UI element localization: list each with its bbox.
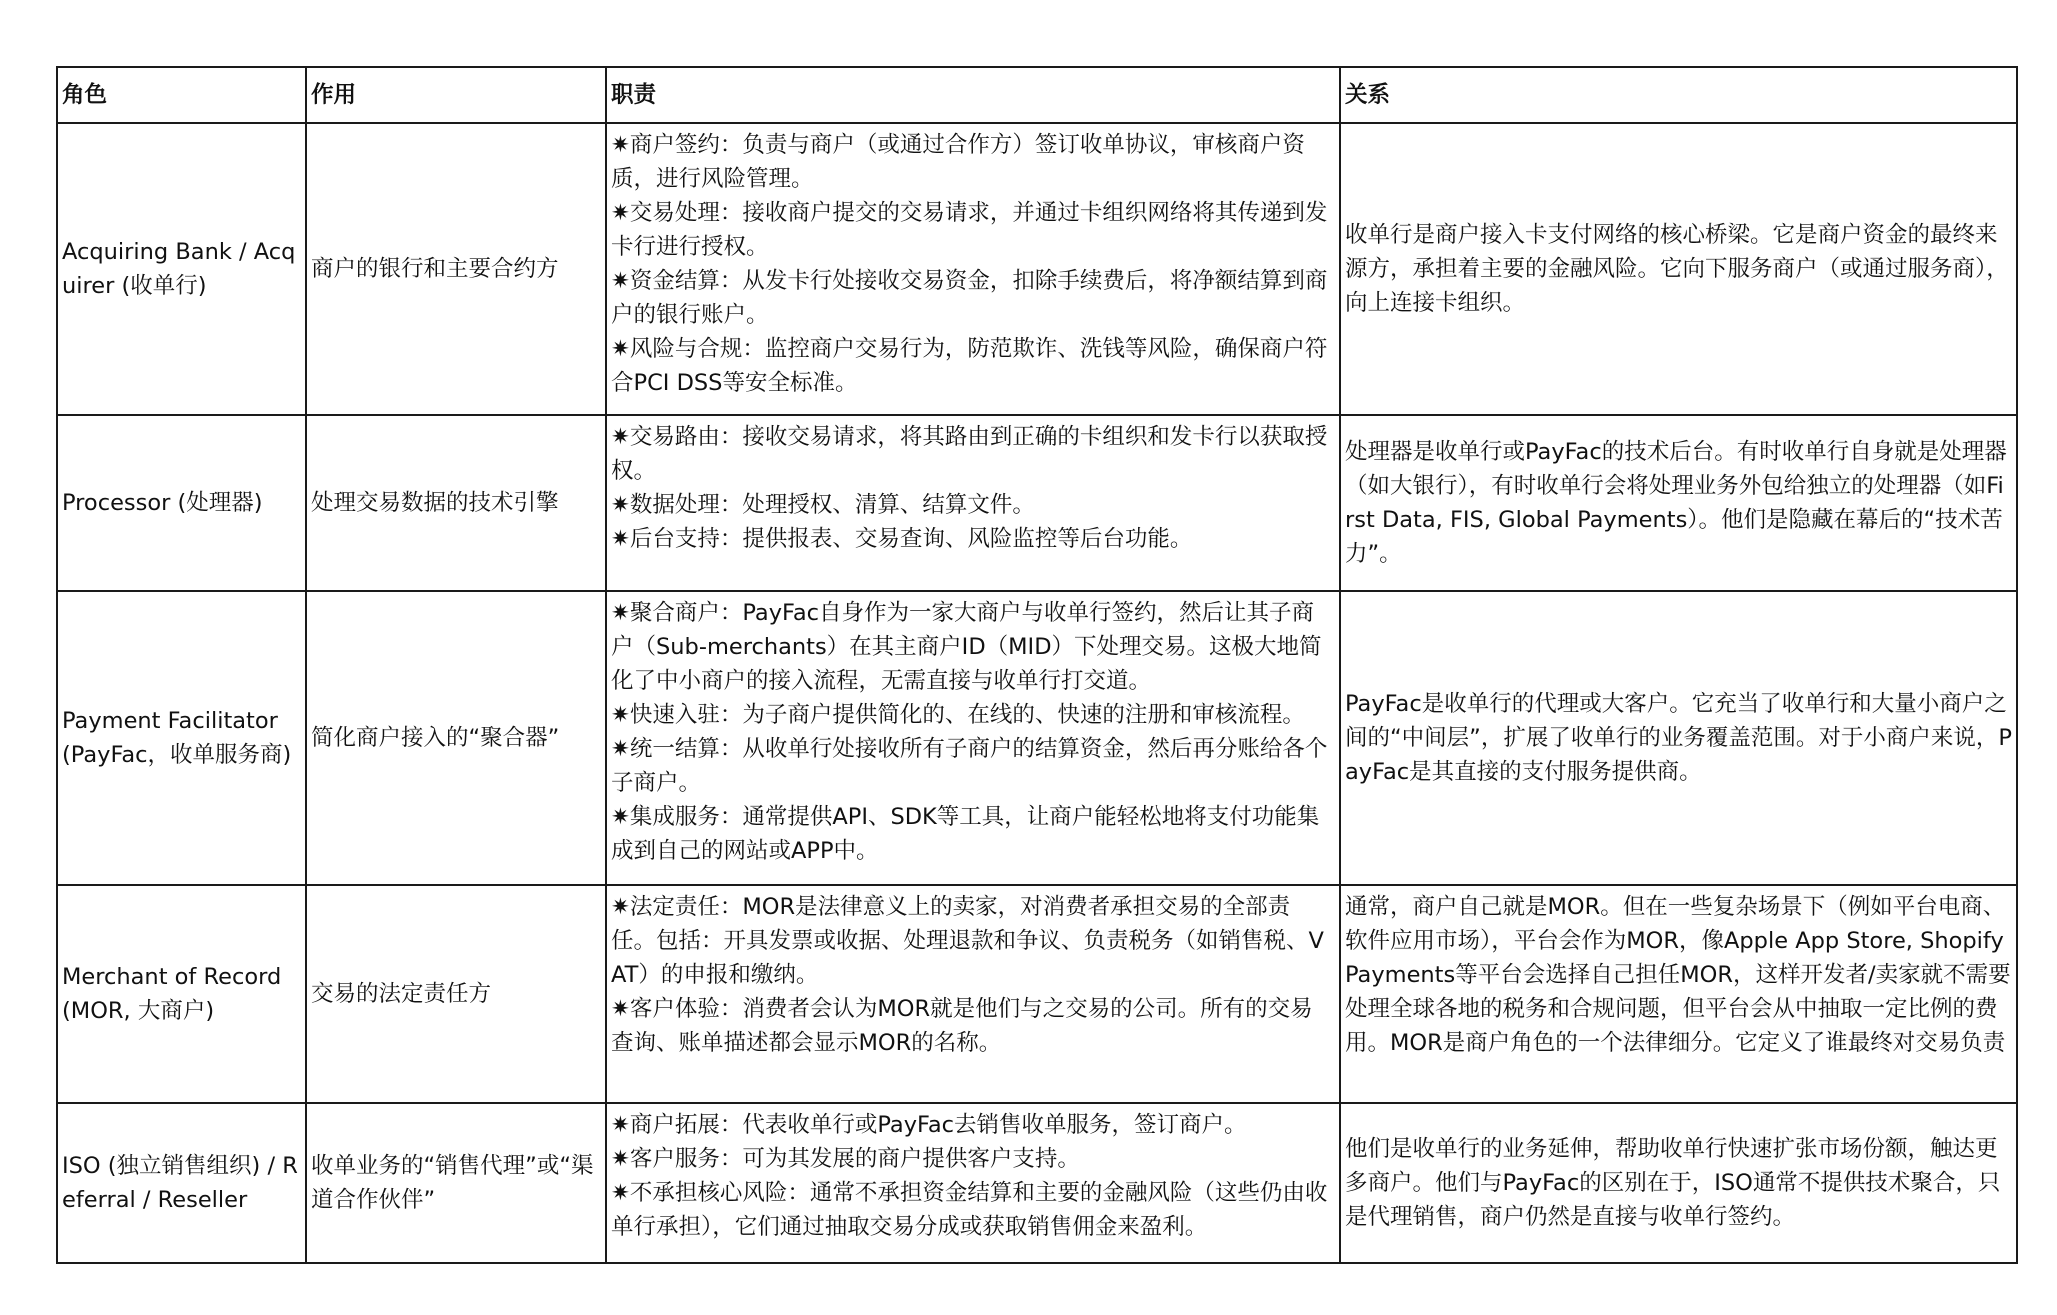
duties-cell (606, 1103, 1340, 1263)
duties-cell (606, 415, 1340, 591)
relation-cell (1340, 885, 2017, 1103)
duty-item: ✷商户拓展：代表收单行或PayFac去销售收单服务，签订商户。 (611, 1112, 1247, 1138)
roles-table (56, 66, 2018, 1264)
duty-item: ✷交易处理：接收商户提交的交易请求，并通过卡组织网络将其传递到发卡行进行授权。 (611, 200, 1328, 260)
purpose-cell (306, 1103, 606, 1263)
purpose-cell (306, 415, 606, 591)
header-relation: 关系 (1340, 67, 2017, 123)
table-row (57, 123, 2017, 415)
role-text: Acquiring Bank / Acquirer (收单行) (62, 239, 296, 299)
purpose-text: 商户的银行和主要合约方 (311, 256, 559, 282)
purpose-cell (306, 885, 606, 1103)
relation-cell (1340, 1103, 2017, 1263)
duties-cell (606, 885, 1340, 1103)
duty-item: ✷风险与合规：监控商户交易行为，防范欺诈、洗钱等风险，确保商户符合PCI DSS等安全标准。 (611, 336, 1328, 396)
duties-cell (606, 123, 1340, 415)
purpose-cell (306, 123, 606, 415)
duty-item: ✷统一结算：从收单行处接收所有子商户的结算资金，然后再分账给各个子商户。 (611, 736, 1328, 796)
duty-item: ✷客户体验：消费者会认为MOR就是他们与之交易的公司。所有的交易查询、账单描述都会显示MOR的名称。 (611, 996, 1313, 1056)
purpose-text: 交易的法定责任方 (311, 981, 492, 1007)
duty-item: ✷不承担核心风险：通常不承担资金结算和主要的金融风险（这些仍由收单行承担），它们通过抽取交易分成或获取销售佣金来盈利。 (611, 1180, 1328, 1240)
table-row (57, 415, 2017, 591)
role-text: Merchant of Record (MOR, 大商户) (62, 964, 282, 1024)
relation-text: PayFac是收单行的代理或大客户。它充当了收单行和大量小商户之间的“中间层”，扩展了收单行的业务覆盖范围。对于小商户来说，PayFac是其直接的支付服务提供商。 (1345, 691, 2012, 785)
relation-text: 他们是收单行的业务延伸，帮助收单行快速扩张市场份额，触达更多商户。他们与PayFac的区别在于，ISO通常不提供技术聚合，只是代理销售，商户仍然是直接与收单行签约。 (1345, 1136, 2001, 1230)
roles-sheet (56, 66, 2016, 1264)
table-row (57, 885, 2017, 1103)
purpose-text: 收单业务的“销售代理”或“渠道合作伙伴” (311, 1153, 594, 1213)
role-cell (57, 591, 306, 885)
duty-item: ✷数据处理：处理授权、清算、结算文件。 (611, 492, 1035, 518)
duty-item: ✷交易路由：接收交易请求，将其路由到正确的卡组织和发卡行以获取授权。 (611, 424, 1328, 484)
relation-cell (1340, 123, 2017, 415)
duty-item: ✷客户服务：可为其发展的商户提供客户支持。 (611, 1146, 1080, 1172)
role-cell (57, 415, 306, 591)
role-cell (57, 1103, 306, 1263)
purpose-text: 处理交易数据的技术引擎 (311, 490, 559, 516)
relation-cell (1340, 415, 2017, 591)
duty-item: ✷快速入驻：为子商户提供简化的、在线的、快速的注册和审核流程。 (611, 702, 1305, 728)
duty-item: ✷资金结算：从发卡行处接收交易资金，扣除手续费后，将净额结算到商户的银行账户。 (611, 268, 1328, 328)
purpose-text: 简化商户接入的“聚合器” (311, 725, 560, 751)
duty-item: ✷商户签约：负责与商户（或通过合作方）签订收单协议，审核商户资质，进行风险管理。 (611, 132, 1305, 192)
duty-item: ✷集成服务：通常提供API、SDK等工具，让商户能轻松地将支付功能集成到自己的网站或APP中。 (611, 804, 1320, 864)
header-duties: 职责 (606, 67, 1340, 123)
role-text: ISO (独立销售组织) / Referral / Reseller (62, 1153, 298, 1213)
role-text: Processor (处理器) (62, 490, 263, 516)
header-purpose: 作用 (306, 67, 606, 123)
role-cell (57, 885, 306, 1103)
relation-cell (1340, 591, 2017, 885)
role-text: Payment Facilitator (PayFac，收单服务商) (62, 708, 292, 768)
relation-text: 通常，商户自己就是MOR。但在一些复杂场景下（例如平台电商、软件应用市场），平台会作为MOR，像Apple App Store, Shopify Payments等平台会选择自己担任MOR，这样开发者/卖家就不需要处理全球各地的税务和合规问题，但平台会从中抽取一定比例的费用。MOR是商户角色的一个法律细分。它定义了谁最终对交易负责 (1345, 894, 2011, 1056)
table-row (57, 1103, 2017, 1263)
duty-item: ✷聚合商户：PayFac自身作为一家大商户与收单行签约，然后让其子商户（Sub-merchants）在其主商户ID（MID）下处理交易。这极大地简化了中小商户的接入流程，无需直接与收单行打交道。 (611, 600, 1322, 694)
relation-text: 收单行是商户接入卡支付网络的核心桥梁。它是商户资金的最终来源方，承担着主要的金融风险。它向下服务商户（或通过服务商），向上连接卡组织。 (1345, 222, 2009, 316)
role-cell (57, 123, 306, 415)
purpose-cell (306, 591, 606, 885)
table-row (57, 591, 2017, 885)
duties-cell (606, 591, 1340, 885)
relation-text: 处理器是收单行或PayFac的技术后台。有时收单行自身就是处理器（如大银行），有时收单行会将处理业务外包给独立的处理器（如First Data, FIS, Global Payments）。他们是隐藏在幕后的“技术苦力”。 (1345, 439, 2007, 567)
duty-item: ✷法定责任：MOR是法律意义上的卖家，对消费者承担交易的全部责任。包括：开具发票或收据、处理退款和争议、负责税务（如销售税、VAT）的申报和缴纳。 (611, 894, 1324, 988)
header-role: 角色 (57, 67, 306, 123)
duty-item: ✷后台支持：提供报表、交易查询、风险监控等后台功能。 (611, 526, 1193, 552)
header-row (57, 67, 2017, 123)
